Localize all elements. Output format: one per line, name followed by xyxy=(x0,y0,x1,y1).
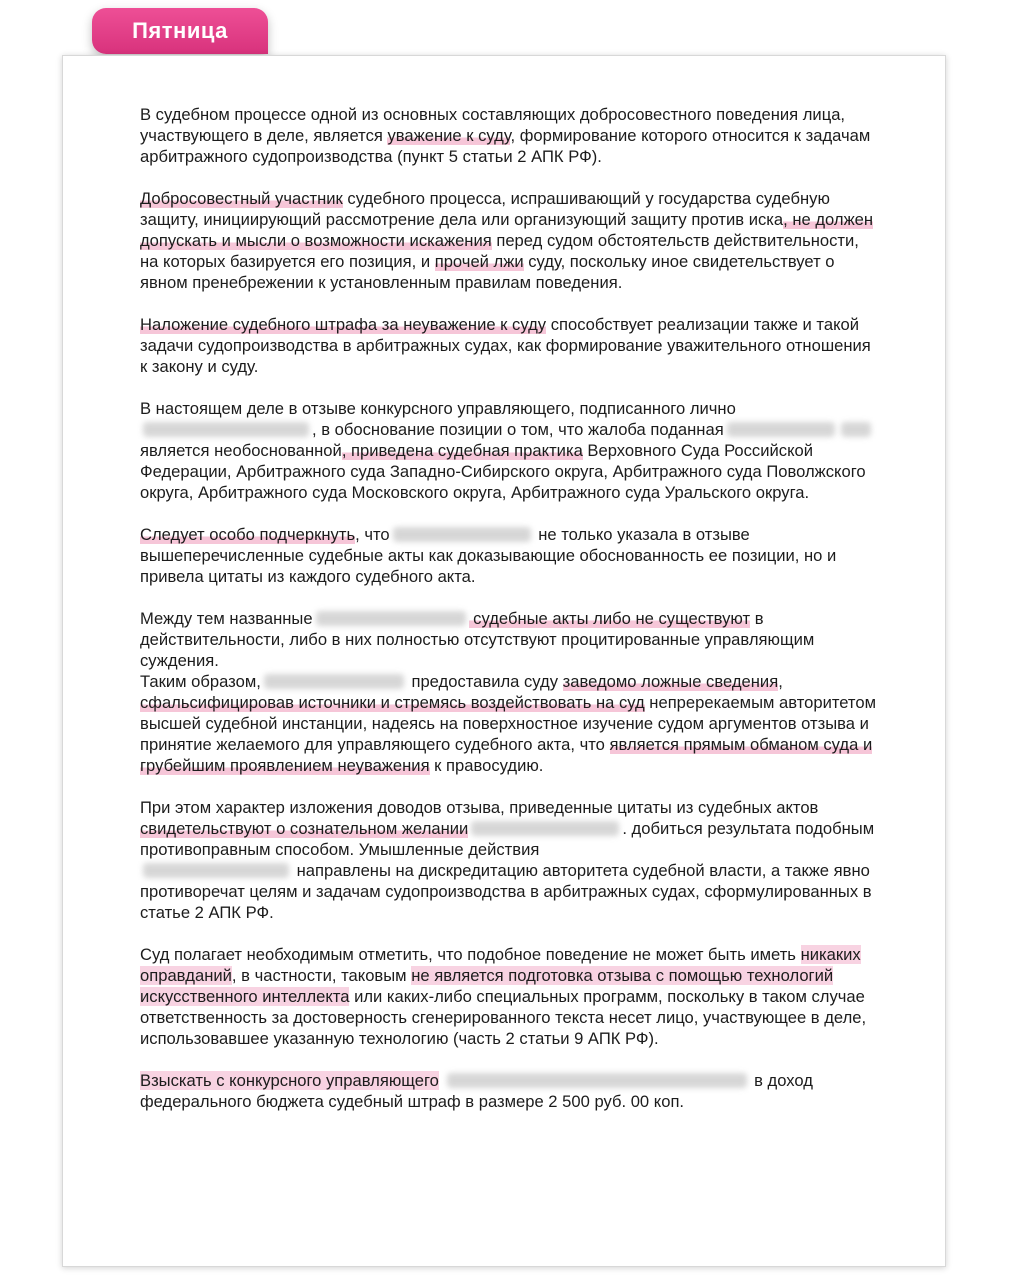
document-page xyxy=(62,55,946,1267)
highlight: , не должен допускать и мысли о возможности искажения xyxy=(140,210,874,250)
day-tab xyxy=(92,8,268,54)
paragraph-6: Между тем названные судебные акты либо не существуют в действительности, либо в них полностью отсутствуют процитированные управляющим суждения. xyxy=(140,609,815,670)
highlight: заведомо ложные сведения xyxy=(562,672,779,691)
redacted-name xyxy=(393,527,531,542)
paragraph-9: Суд полагает необходимым отметить, что подобное поведение не может быть иметь никаких оправданий, в частности, таковым не является подготовка отзыва с помощью технологий искусственного интеллекта или каких-либо специальных программ, поскольку в таком случае ответственность за достоверность сгенерированного текста несет лицо, участвующее в деле, использовавшее указанную технологию (часть 2 статьи 9 АПК РФ). xyxy=(140,945,867,1048)
highlight: уважение к суду xyxy=(387,126,511,145)
highlight: свидетельствуют о сознательном желании xyxy=(140,819,469,838)
paragraph-7: Таким образом, предоставила суду заведомо ложные сведения, сфальсифицировав источники и стремясь воздействовать на суд непререкаемым авторитетом высшей судебной инстанции, надеясь на поверхностное изучение судом аргументов отзыва и принятие желаемого для управляющего судебного акта, что является прямым обманом суда и грубейшим проявлением неуважения к правосудию. xyxy=(140,672,876,775)
redacted-name xyxy=(471,821,619,836)
redacted-name xyxy=(841,422,871,437)
document-text xyxy=(140,104,880,1133)
paragraph-3: Наложение судебного штрафа за неуважение к суду способствует реализации также и такой задачи судопроизводства в арбитражных судах, как формирование уважительного отношения к закону и суду. xyxy=(140,315,871,376)
highlight: не является подготовка отзыва с помощью технологий искусственного интеллекта xyxy=(140,966,834,1006)
highlight: судебные акты либо не существуют xyxy=(468,609,751,628)
redacted-name xyxy=(727,422,835,437)
highlight: Наложение судебного штрафа за неуважение к суду xyxy=(140,315,547,334)
redacted-name xyxy=(143,422,309,437)
paragraph-4: В настоящем деле в отзыве конкурсного управляющего, подписанного лично , в обоснование позиции о том, что жалоба поданная является необоснованной, приведена судебная практика Верховного Суда Российской Федерации, Арбитражного суда Западно-Сибирского округа, Арбитражного суда Поволжского округа, Арбитражного суда Московского округа, Арбитражного суда Уральского округа. xyxy=(140,398,880,503)
highlight: никаких оправданий xyxy=(140,945,861,985)
paragraph-8: При этом характер изложения доводов отзыва, приведенные цитаты из судебных актов свидетельствуют о сознательном желании . добиться результата подобным противоправным способом. Умышленные действия направлены на дискредитацию авторитета судебной власти, а также явно противоречат целям и задачам судопроизводства в арбитражных судах, сформулированных в статье 2 АПК РФ. xyxy=(140,798,875,922)
redacted-name xyxy=(143,863,289,878)
paragraph-5: Следует особо подчеркнуть, что не только указала в отзыве вышеперечисленные судебные акты как доказывающие обоснованность ее позиции, но и привела цитаты из каждого судебного акта. xyxy=(140,525,837,586)
highlight: Следует особо подчеркнуть xyxy=(140,525,356,544)
day-label: Пятница xyxy=(132,18,228,43)
highlight: Взыскать с конкурсного управляющего xyxy=(140,1071,439,1090)
highlight: является прямым обманом суда и грубейшим проявлением неуважения xyxy=(140,735,873,775)
redacted-name xyxy=(264,674,404,689)
redacted-name xyxy=(447,1073,747,1088)
highlight: прочей лжи xyxy=(434,252,524,271)
highlight: сфальсифицировав источники и стремясь воздействовать на суд xyxy=(140,693,645,712)
paragraph-10: Взыскать с конкурсного управляющего в доход федерального бюджета судебный штраф в размере 2 500 руб. 00 коп. xyxy=(140,1071,813,1111)
highlight: , приведена судебная практика xyxy=(341,441,583,460)
paragraph-1: В судебном процессе одной из основных составляющих добросовестного поведения лица, участвующего в деле, является уважение к суду, формирование которого относится к задачам арбитражного судопроизводства (пункт 5 статьи 2 АПК РФ). xyxy=(140,105,871,166)
paragraph-2: Добросовестный участник судебного процесса, испрашивающий у государства судебную защиту, инициирующий рассмотрение дела или организующий защиту против иска, не должен допускать и мысли о возможности искажения перед судом обстоятельств действительности, на которых базируется его позиция, и прочей лжи суду, поскольку иное свидетельствует о явном пренебрежении к установленным правилам поведения. xyxy=(140,189,874,292)
redacted-name xyxy=(316,611,466,626)
highlight: Добросовестный участник xyxy=(140,189,343,208)
